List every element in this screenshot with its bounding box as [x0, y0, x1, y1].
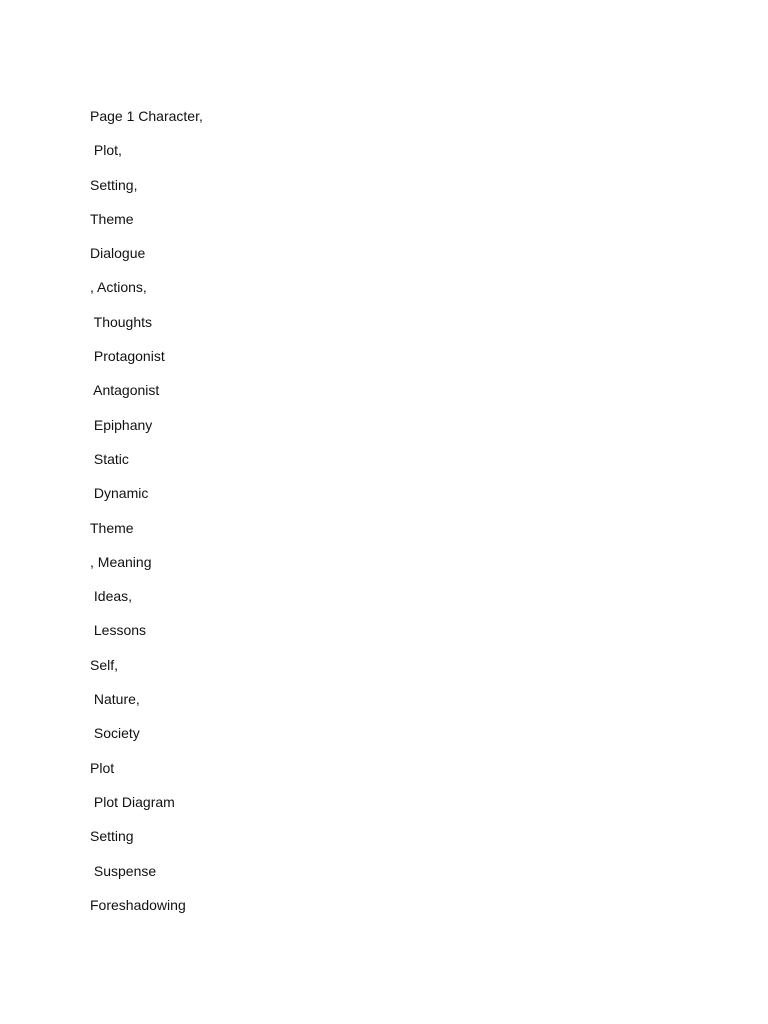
text-line: Static — [90, 450, 129, 467]
text-line: Self, — [90, 656, 119, 673]
text-line: Suspense — [90, 862, 157, 879]
text-line: , Meaning — [90, 553, 152, 570]
text-line: Page 1 Character, — [90, 108, 203, 124]
text-line: Setting, — [90, 176, 138, 193]
text-line: Ideas, — [90, 588, 133, 605]
text-line: Plot — [90, 759, 115, 776]
text-line: Plot, — [90, 142, 122, 159]
text-line: Nature, — [90, 691, 140, 708]
text-line: Theme — [90, 210, 134, 227]
text-line: , Actions, — [90, 279, 147, 296]
text-line: Antagonist — [90, 382, 160, 399]
text-line: Lessons — [90, 622, 147, 639]
text-line: Dynamic — [90, 485, 149, 502]
text-line: Protagonist — [90, 348, 165, 365]
text-line: Society — [90, 725, 140, 742]
text-line: Theme — [90, 519, 134, 536]
text-line: Setting — [90, 828, 134, 845]
text-line: Foreshadowing — [90, 896, 186, 913]
text-lines — [90, 106, 203, 929]
text-line: Dialogue — [90, 245, 146, 262]
text-line: Thoughts — [90, 313, 153, 330]
text-line: Epiphany — [90, 416, 153, 433]
text-line: Plot Diagram — [90, 793, 175, 810]
